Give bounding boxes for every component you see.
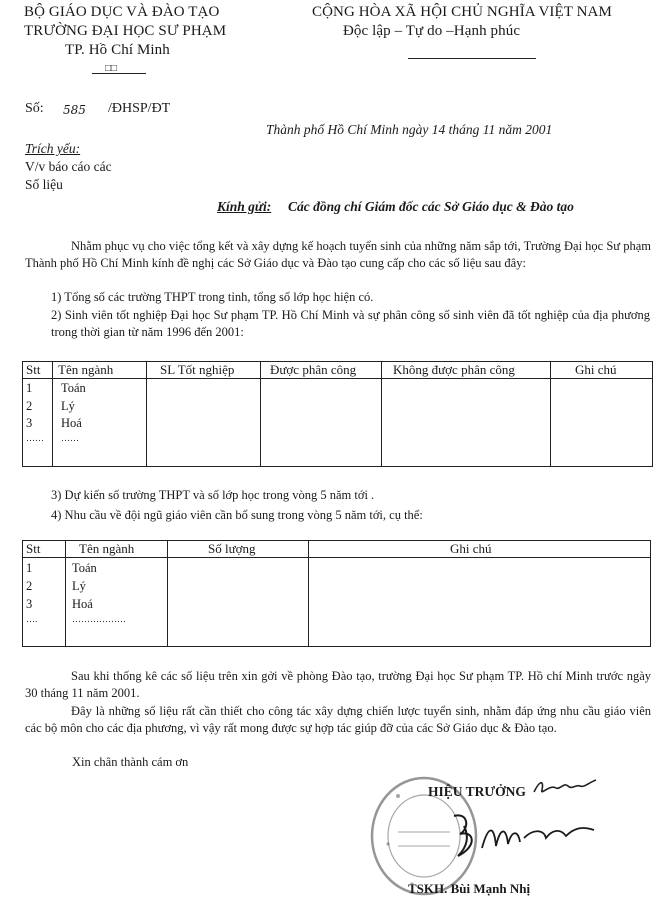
national-motto: Độc lập – Tự do –Hạnh phúc: [343, 23, 521, 39]
header-left-underline: [92, 73, 146, 74]
table-row-major: Lý: [61, 399, 75, 413]
table-row-major: ………………: [72, 614, 126, 624]
table-row-major: Hoá: [72, 597, 93, 611]
table-row-major: Hoá: [61, 416, 82, 430]
table-row-stt: 3: [26, 597, 33, 611]
table-row-major: Lý: [72, 579, 86, 593]
table-row-stt: 2: [26, 399, 33, 413]
table1-header-not-assigned: Không được phân công: [393, 362, 515, 377]
closing-paragraph-2: Đây là những số liệu rất cần thiết cho công tác xây dựng chiến lược tuyển sinh, nhằm đáp ứng nhu cầu giáo viên các bộ môn cho các địa phương, vì vậy rất mong được sự hợp tác giúp đỡ của các Sở Giáo dục & Đào tạo.: [25, 704, 651, 735]
list-item-4: 4) Nhu cầu về đội ngũ giáo viên cần bổ sung trong vòng 5 năm tới, cụ thể:: [51, 508, 423, 522]
table2-header-notes: Ghi chú: [450, 541, 492, 556]
table-row-major: Toán: [61, 381, 86, 395]
doc-number-handwritten: 585: [63, 103, 86, 117]
book-icon: □□: [105, 63, 118, 74]
doc-number-label: Số:: [25, 101, 44, 116]
recipient-text: Các đồng chí Giám đốc các Sở Giáo dục & Đào tạo: [288, 199, 574, 214]
signatory-name: TSKH. Bùi Mạnh Nhị: [408, 881, 531, 896]
table2-header-stt: Stt: [26, 541, 41, 556]
list-item-3: 3) Dự kiến số trường THPT và số lớp học trong vòng 5 năm tới .: [51, 488, 375, 502]
table-row-stt: ……: [26, 433, 44, 443]
table-row-stt: 1: [26, 381, 33, 395]
table1-header-notes: Ghi chú: [575, 362, 617, 377]
doc-number-suffix: /ĐHSP/ĐT: [108, 101, 171, 116]
university-name: TRƯỜNG ĐẠI HỌC SƯ PHẠM: [24, 23, 227, 39]
list-item-2: 2) Sinh viên tốt nghiệp Đại học Sư phạm TP. Hồ Chí Minh và sự phân công số sinh viên đã tốt nghiệp của địa phương trong thời gian từ năm 1996 đến 2001:: [51, 308, 650, 339]
handwritten-mark: [530, 774, 600, 800]
closing-paragraph-1: Sau khi thống kê các số liệu trên xin gởi về phòng Đào tạo, trường Đại học Sư phạm TP. Hồ chí Minh trước ngày 30 tháng 11 năm 2001.: [25, 669, 651, 700]
table2-header-quantity: Số lượng: [208, 541, 256, 556]
country-name: CỘNG HÒA XÃ HỘI CHỦ NGHĨA VIỆT NAM: [312, 4, 612, 20]
handwritten-signature: [448, 808, 598, 864]
university-city: TP. Hồ Chí Minh: [65, 42, 170, 58]
list-item-1: 1) Tổng số các trường THPT trong tỉnh, tổng số lớp học hiện có.: [51, 290, 374, 304]
table1-header-stt: Stt: [26, 362, 41, 377]
table2-header-major: Tên ngành: [79, 541, 135, 556]
intro-paragraph: Nhằm phục vụ cho việc tổng kết và xây dựng kế hoạch tuyển sinh của những năm sắp tới, Trường Đại học Sư phạm Thành phố Hồ Chí Minh kính đề nghị các Sở Giáo dục và Đào tạo cung cấp cho các số liệu sau đây:: [25, 239, 651, 270]
table1-header-assigned: Được phân công: [270, 362, 357, 377]
summary-line1: V/v báo cáo các: [25, 159, 112, 174]
recipient-label: Kính gửi:: [217, 199, 272, 214]
summary-line2: Số liệu: [25, 177, 63, 192]
place-date: Thành phố Hồ Chí Minh ngày 14 tháng 11 năm 2001: [266, 122, 553, 137]
table-row-major: ……: [61, 433, 79, 443]
table-row-major: Toán: [72, 561, 97, 575]
table-row-stt: ….: [26, 614, 38, 624]
table1-header-graduated: SL Tốt nghiệp: [160, 362, 235, 377]
thanks-line: Xin chân thành cám ơn: [72, 755, 189, 769]
signature-title: HIỆU TRƯỞNG: [428, 784, 526, 799]
ministry-name: BỘ GIÁO DỤC VÀ ĐÀO TẠO: [24, 4, 220, 20]
header-right-underline: [408, 58, 536, 59]
table1-header-major: Tên ngành: [58, 362, 114, 377]
table-row-stt: 2: [26, 579, 33, 593]
table-row-stt: 1: [26, 561, 33, 575]
summary-label: Trích yếu:: [25, 141, 81, 156]
table-row-stt: 3: [26, 416, 33, 430]
